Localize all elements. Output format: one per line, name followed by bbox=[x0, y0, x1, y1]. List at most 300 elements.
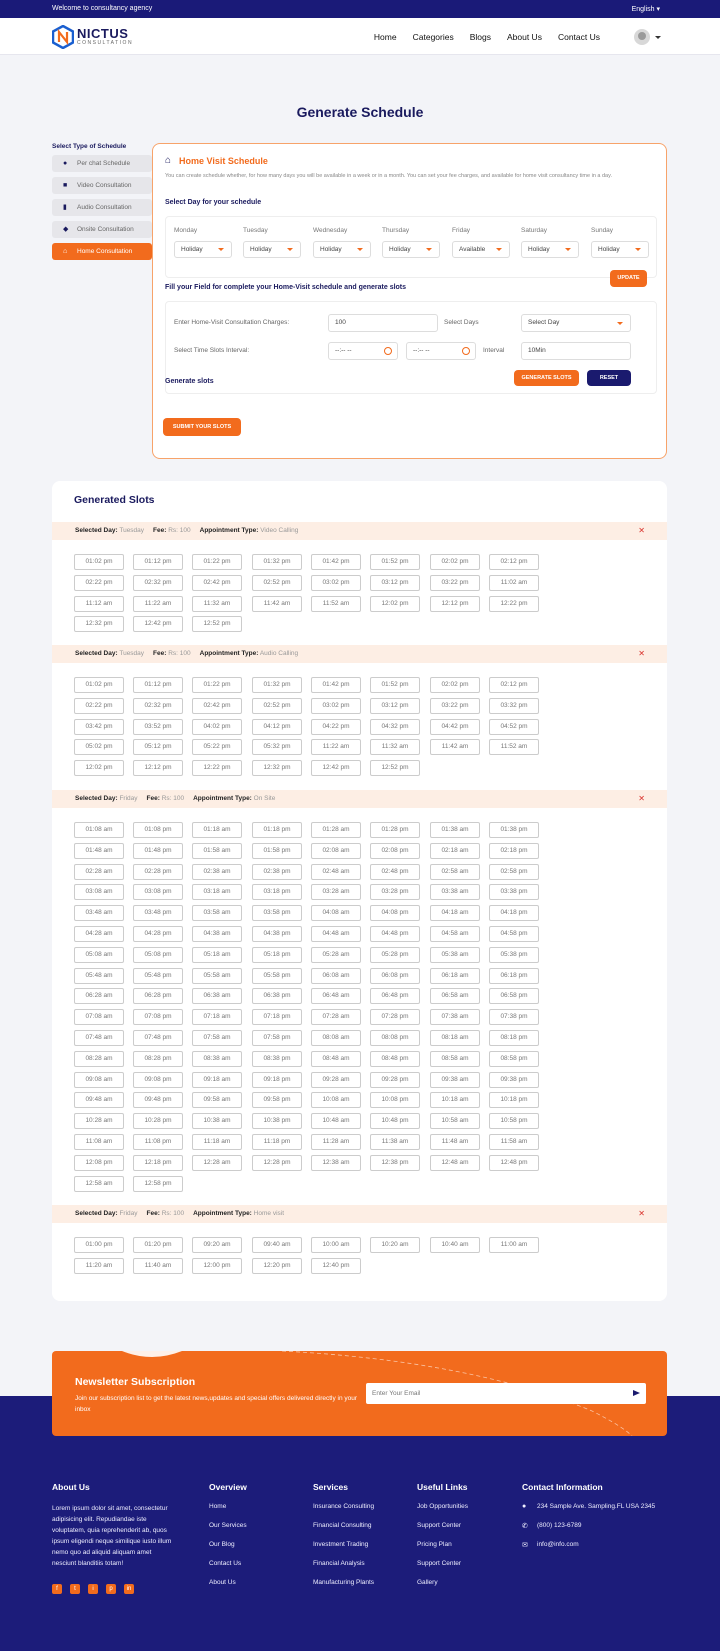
time-slot[interactable]: 11:12 am bbox=[74, 596, 124, 612]
time-slot[interactable]: 02:32 pm bbox=[133, 575, 183, 591]
time-slot[interactable]: 07:28 am bbox=[311, 1009, 361, 1025]
time-slot[interactable]: 02:52 pm bbox=[252, 698, 302, 714]
end-time-input[interactable]: --:-- -- bbox=[406, 342, 476, 360]
time-slot[interactable]: 07:08 am bbox=[74, 1009, 124, 1025]
time-slot[interactable]: 05:08 pm bbox=[133, 947, 183, 963]
language-selector[interactable]: English ▾ bbox=[631, 6, 660, 13]
time-slot[interactable]: 04:38 pm bbox=[252, 926, 302, 942]
time-slot[interactable]: 10:18 pm bbox=[489, 1092, 539, 1108]
time-slot[interactable]: 08:28 am bbox=[74, 1051, 124, 1067]
time-slot[interactable]: 04:18 am bbox=[430, 905, 480, 921]
time-slot[interactable]: 08:18 am bbox=[430, 1030, 480, 1046]
time-slot[interactable]: 11:42 am bbox=[252, 596, 302, 612]
time-slot[interactable]: 04:58 am bbox=[430, 926, 480, 942]
time-slot[interactable]: 09:48 pm bbox=[133, 1092, 183, 1108]
location-pin-icon: ● bbox=[522, 1503, 527, 1510]
time-slot[interactable]: 02:02 pm bbox=[430, 554, 480, 570]
time-slot[interactable]: 11:02 am bbox=[489, 575, 539, 591]
time-slot[interactable]: 01:52 pm bbox=[370, 554, 420, 570]
time-slot[interactable]: 08:08 pm bbox=[370, 1030, 420, 1046]
footer-link[interactable]: About Us bbox=[209, 1579, 236, 1586]
footer-link[interactable]: Manufacturing Plants bbox=[313, 1579, 375, 1586]
time-slot[interactable]: 02:38 pm bbox=[252, 864, 302, 880]
time-slot[interactable]: 05:48 am bbox=[74, 968, 124, 984]
time-slot[interactable]: 09:48 am bbox=[74, 1092, 124, 1108]
time-slot[interactable]: 01:12 pm bbox=[133, 677, 183, 693]
time-slot[interactable]: 01:38 pm bbox=[489, 822, 539, 838]
time-slot[interactable]: 03:08 am bbox=[74, 884, 124, 900]
time-slot[interactable]: 02:08 pm bbox=[370, 843, 420, 859]
time-slot[interactable]: 09:18 am bbox=[192, 1072, 242, 1088]
time-slot[interactable]: 08:18 pm bbox=[489, 1030, 539, 1046]
time-slot[interactable]: 11:38 am bbox=[370, 1134, 420, 1150]
time-slot[interactable]: 12:12 pm bbox=[133, 760, 183, 776]
charges-input[interactable]: 100 bbox=[328, 314, 438, 332]
time-slot[interactable]: 10:58 pm bbox=[489, 1113, 539, 1129]
time-slot[interactable]: 12:42 pm bbox=[133, 616, 183, 632]
time-slot[interactable]: 05:32 pm bbox=[252, 739, 302, 755]
time-slot[interactable]: 04:48 pm bbox=[370, 926, 420, 942]
time-slot[interactable]: 09:18 pm bbox=[252, 1072, 302, 1088]
time-slot[interactable]: 06:08 am bbox=[311, 968, 361, 984]
time-slot[interactable]: 05:02 pm bbox=[74, 739, 124, 755]
twitter-icon[interactable]: t bbox=[70, 1584, 80, 1594]
time-slot[interactable]: 04:12 pm bbox=[252, 719, 302, 735]
time-slot[interactable]: 05:38 pm bbox=[489, 947, 539, 963]
time-slot[interactable]: 12:02 pm bbox=[370, 596, 420, 612]
time-slot[interactable]: 01:02 pm bbox=[74, 677, 124, 693]
time-slot[interactable]: 01:08 pm bbox=[133, 822, 183, 838]
time-slot[interactable]: 06:28 am bbox=[74, 988, 124, 1004]
time-slot[interactable]: 11:18 am bbox=[192, 1134, 242, 1150]
time-slot[interactable]: 12:00 pm bbox=[192, 1258, 242, 1274]
nav-home[interactable]: Home bbox=[373, 32, 397, 42]
time-slot[interactable]: 12:38 pm bbox=[370, 1155, 420, 1171]
time-slot[interactable]: 06:48 am bbox=[311, 988, 361, 1004]
appointment-type-value: Home visit bbox=[253, 1210, 285, 1217]
time-slot[interactable]: 11:00 am bbox=[489, 1237, 539, 1253]
time-slot[interactable]: 04:08 pm bbox=[370, 905, 420, 921]
slot-settings-box bbox=[165, 301, 657, 394]
time-slot[interactable]: 03:02 pm bbox=[311, 698, 361, 714]
time-slot[interactable]: 03:02 pm bbox=[311, 575, 361, 591]
time-slot[interactable]: 01:20 pm bbox=[133, 1237, 183, 1253]
time-slot[interactable]: 12:32 pm bbox=[252, 760, 302, 776]
time-slot[interactable]: 01:08 am bbox=[74, 822, 124, 838]
time-slot[interactable]: 11:20 am bbox=[74, 1258, 124, 1274]
time-slot[interactable]: 01:00 pm bbox=[74, 1237, 124, 1253]
time-slot[interactable]: 11:42 am bbox=[430, 739, 480, 755]
fee-label: Fee: bbox=[153, 527, 167, 534]
time-slot[interactable]: 12:08 pm bbox=[74, 1155, 124, 1171]
time-slot[interactable]: 03:48 pm bbox=[133, 905, 183, 921]
footer-link[interactable]: Pricing Plan bbox=[417, 1541, 452, 1548]
close-icon[interactable]: ✕ bbox=[638, 1209, 645, 1218]
time-slot[interactable]: 01:18 am bbox=[192, 822, 242, 838]
time-slot[interactable]: 07:38 pm bbox=[489, 1009, 539, 1025]
day-status-select[interactable]: Holiday bbox=[313, 241, 371, 258]
time-slot[interactable]: 08:58 pm bbox=[489, 1051, 539, 1067]
fee-label: Fee: bbox=[146, 795, 160, 802]
time-slot[interactable]: 12:40 pm bbox=[311, 1258, 361, 1274]
time-slot[interactable]: 02:28 am bbox=[74, 864, 124, 880]
time-slot[interactable]: 01:42 pm bbox=[311, 677, 361, 693]
time-slot[interactable]: 08:38 am bbox=[192, 1051, 242, 1067]
sidebar-item-audio[interactable]: ▮ Audio Consultation bbox=[52, 199, 152, 216]
time-slot[interactable]: 04:18 pm bbox=[489, 905, 539, 921]
time-slot[interactable]: 03:08 pm bbox=[133, 884, 183, 900]
footer-link[interactable]: Insurance Consulting bbox=[313, 1503, 375, 1510]
sidebar-item-per-chat[interactable]: ● Per chat Schedule bbox=[52, 155, 152, 172]
time-slot[interactable]: 10:18 am bbox=[430, 1092, 480, 1108]
nav-categories[interactable]: Categories bbox=[412, 32, 454, 42]
time-slot[interactable]: 07:48 am bbox=[74, 1030, 124, 1046]
time-slot[interactable]: 06:28 pm bbox=[133, 988, 183, 1004]
nav-contact-us[interactable]: Contact Us bbox=[557, 32, 600, 42]
time-slot[interactable]: 09:08 am bbox=[74, 1072, 124, 1088]
time-slot[interactable]: 11:52 am bbox=[489, 739, 539, 755]
time-slot[interactable]: 12:48 pm bbox=[489, 1155, 539, 1171]
submit-slots-button[interactable]: SUBMIT YOUR SLOTS bbox=[163, 418, 241, 436]
time-slot[interactable]: 01:58 pm bbox=[252, 843, 302, 859]
time-slot[interactable]: 01:32 pm bbox=[252, 554, 302, 570]
time-slot[interactable]: 02:42 pm bbox=[192, 575, 242, 591]
time-slot[interactable]: 10:28 pm bbox=[133, 1113, 183, 1129]
time-slot[interactable]: 09:38 am bbox=[430, 1072, 480, 1088]
brand-logo[interactable] bbox=[52, 25, 133, 49]
time-slot[interactable]: 04:48 am bbox=[311, 926, 361, 942]
time-slot[interactable]: 06:18 pm bbox=[489, 968, 539, 984]
sidebar-item-onsite[interactable]: ◆ Onsite Consultation bbox=[52, 221, 152, 238]
chat-icon: ● bbox=[63, 160, 68, 167]
time-slot[interactable]: 02:22 pm bbox=[74, 575, 124, 591]
day-status-select[interactable]: Holiday bbox=[243, 241, 301, 258]
day-label: Monday bbox=[174, 227, 198, 234]
time-slot[interactable]: 04:58 pm bbox=[489, 926, 539, 942]
selected-day-value: Friday bbox=[119, 795, 138, 802]
time-slot[interactable]: 06:08 pm bbox=[370, 968, 420, 984]
time-slot[interactable]: 04:32 pm bbox=[370, 719, 420, 735]
pinterest-icon[interactable]: p bbox=[106, 1584, 116, 1594]
time-slot[interactable]: 07:28 pm bbox=[370, 1009, 420, 1025]
time-slot[interactable]: 06:58 am bbox=[430, 988, 480, 1004]
day-status-select[interactable]: Holiday bbox=[591, 241, 649, 258]
reset-button[interactable]: RESET bbox=[587, 370, 631, 386]
time-slot[interactable]: 10:38 am bbox=[192, 1113, 242, 1129]
time-slot[interactable]: 02:08 am bbox=[311, 843, 361, 859]
slot-group-header bbox=[52, 645, 667, 663]
newsletter-description: Join our subscription list to get the latest news,updates and special offers delivered directly in your inbox bbox=[75, 1395, 358, 1413]
time-slot[interactable]: 08:28 pm bbox=[133, 1051, 183, 1067]
time-slot[interactable]: 03:12 pm bbox=[370, 575, 420, 591]
time-slot[interactable]: 04:28 pm bbox=[133, 926, 183, 942]
time-slot[interactable]: 12:20 pm bbox=[252, 1258, 302, 1274]
time-slot[interactable]: 01:48 am bbox=[74, 843, 124, 859]
time-slot[interactable]: 05:08 am bbox=[74, 947, 124, 963]
time-slot[interactable]: 04:22 pm bbox=[311, 719, 361, 735]
interval-input[interactable]: 10Min bbox=[521, 342, 631, 360]
fee-label: Fee: bbox=[153, 650, 167, 657]
time-slot[interactable]: 02:02 pm bbox=[430, 677, 480, 693]
time-slot[interactable]: 02:22 pm bbox=[74, 698, 124, 714]
time-slot[interactable]: 12:22 pm bbox=[192, 760, 242, 776]
sidebar-item-home[interactable]: ⌂ Home Consultation bbox=[52, 243, 152, 260]
time-slot[interactable]: 12:32 pm bbox=[74, 616, 124, 632]
time-slot[interactable]: 01:42 pm bbox=[311, 554, 361, 570]
time-slot[interactable]: 12:02 pm bbox=[74, 760, 124, 776]
close-icon[interactable]: ✕ bbox=[638, 649, 645, 658]
time-slot[interactable]: 09:40 am bbox=[252, 1237, 302, 1253]
facebook-icon[interactable]: f bbox=[52, 1584, 62, 1594]
time-slot[interactable]: 02:58 am bbox=[430, 864, 480, 880]
time-slot[interactable]: 10:48 pm bbox=[370, 1113, 420, 1129]
time-slot[interactable]: 04:08 am bbox=[311, 905, 361, 921]
time-slot[interactable]: 03:48 am bbox=[74, 905, 124, 921]
time-slot[interactable]: 07:58 pm bbox=[252, 1030, 302, 1046]
time-slot[interactable]: 03:58 pm bbox=[252, 905, 302, 921]
time-slot[interactable]: 07:48 pm bbox=[133, 1030, 183, 1046]
footer-link[interactable]: Support Center bbox=[417, 1560, 462, 1567]
time-slot[interactable]: 09:38 pm bbox=[489, 1072, 539, 1088]
time-slot[interactable]: 12:58 am bbox=[74, 1176, 124, 1192]
main-navbar bbox=[0, 18, 720, 55]
time-slot[interactable]: 10:20 am bbox=[370, 1237, 420, 1253]
time-slot[interactable]: 10:28 am bbox=[74, 1113, 124, 1129]
nav-about-us[interactable]: About Us bbox=[506, 32, 542, 42]
generated-slots-title: Generated Slots bbox=[74, 494, 155, 506]
time-slot[interactable]: 03:42 pm bbox=[74, 719, 124, 735]
close-icon[interactable]: ✕ bbox=[638, 794, 645, 803]
time-slot[interactable]: 09:08 pm bbox=[133, 1072, 183, 1088]
chevron-down-icon[interactable] bbox=[655, 36, 661, 39]
time-slot[interactable]: 12:12 pm bbox=[430, 596, 480, 612]
time-slot[interactable]: 01:28 pm bbox=[370, 822, 420, 838]
time-slot[interactable]: 11:40 am bbox=[133, 1258, 183, 1274]
time-slot[interactable]: 01:52 pm bbox=[370, 677, 420, 693]
time-slot[interactable]: 11:28 am bbox=[311, 1134, 361, 1150]
time-slot[interactable]: 09:28 am bbox=[311, 1072, 361, 1088]
time-slot[interactable]: 02:12 pm bbox=[489, 554, 539, 570]
time-slot[interactable]: 05:22 pm bbox=[192, 739, 242, 755]
selected-day-label: Selected Day: bbox=[75, 527, 118, 534]
time-slot[interactable]: 09:58 pm bbox=[252, 1092, 302, 1108]
fee-value: Rs: 100 bbox=[168, 650, 191, 657]
footer-link[interactable]: Our Services bbox=[209, 1522, 247, 1529]
schedule-type-sidebar bbox=[52, 143, 152, 265]
footer-link[interactable]: Financial Consulting bbox=[313, 1522, 372, 1529]
time-slot[interactable]: 05:18 pm bbox=[252, 947, 302, 963]
time-slot[interactable]: 08:08 am bbox=[311, 1030, 361, 1046]
time-slot[interactable]: 01:32 pm bbox=[252, 677, 302, 693]
time-slot[interactable]: 05:58 pm bbox=[252, 968, 302, 984]
time-slot[interactable]: 11:32 am bbox=[370, 739, 420, 755]
day-status-select[interactable]: Available bbox=[452, 241, 510, 258]
time-slot[interactable]: 10:48 am bbox=[311, 1113, 361, 1129]
time-slot[interactable]: 09:58 am bbox=[192, 1092, 242, 1108]
time-slot[interactable]: 05:28 pm bbox=[370, 947, 420, 963]
time-slot[interactable]: 05:48 pm bbox=[133, 968, 183, 984]
time-slot[interactable]: 04:28 am bbox=[74, 926, 124, 942]
time-slot[interactable]: 03:12 pm bbox=[370, 698, 420, 714]
time-slot[interactable]: 05:38 am bbox=[430, 947, 480, 963]
time-slot[interactable]: 03:22 pm bbox=[430, 575, 480, 591]
time-slot[interactable]: 11:22 am bbox=[311, 739, 361, 755]
time-slot[interactable]: 12:58 pm bbox=[133, 1176, 183, 1192]
time-slot[interactable]: 09:20 am bbox=[192, 1237, 242, 1253]
instagram-icon[interactable]: i bbox=[88, 1584, 98, 1594]
time-slot[interactable]: 11:08 am bbox=[74, 1134, 124, 1150]
sidebar-heading: Select Type of Schedule bbox=[52, 143, 127, 150]
time-slot[interactable]: 01:58 am bbox=[192, 843, 242, 859]
user-avatar[interactable] bbox=[634, 29, 650, 45]
update-button[interactable]: UPDATE bbox=[610, 270, 647, 287]
time-slot[interactable]: 03:28 am bbox=[311, 884, 361, 900]
time-slot[interactable]: 02:28 pm bbox=[133, 864, 183, 880]
linkedin-icon[interactable]: in bbox=[124, 1584, 134, 1594]
footer-useful-links bbox=[417, 1482, 468, 1598]
time-slot[interactable]: 09:28 pm bbox=[370, 1072, 420, 1088]
time-slot[interactable]: 12:52 pm bbox=[370, 760, 420, 776]
time-slot[interactable]: 02:12 pm bbox=[489, 677, 539, 693]
time-slot[interactable]: 02:58 pm bbox=[489, 864, 539, 880]
onsite-icon: ◆ bbox=[63, 226, 69, 233]
time-slot[interactable]: 03:38 am bbox=[430, 884, 480, 900]
time-slot[interactable]: 02:42 pm bbox=[192, 698, 242, 714]
send-button[interactable] bbox=[626, 1383, 646, 1404]
time-slot[interactable]: 03:28 pm bbox=[370, 884, 420, 900]
time-slot[interactable]: 03:52 pm bbox=[133, 719, 183, 735]
time-slot[interactable]: 06:58 pm bbox=[489, 988, 539, 1004]
time-slot[interactable]: 06:48 pm bbox=[370, 988, 420, 1004]
time-slot[interactable]: 10:40 am bbox=[430, 1237, 480, 1253]
close-icon[interactable]: ✕ bbox=[638, 526, 645, 535]
newsletter-email-input[interactable]: Enter Your Email bbox=[366, 1383, 646, 1404]
time-slot[interactable]: 12:28 pm bbox=[252, 1155, 302, 1171]
time-slot[interactable]: 03:18 pm bbox=[252, 884, 302, 900]
time-slot[interactable]: 07:38 am bbox=[430, 1009, 480, 1025]
fee-value: Rs: 100 bbox=[161, 795, 185, 802]
time-slot[interactable]: 11:18 pm bbox=[252, 1134, 302, 1150]
time-slot[interactable]: 03:18 am bbox=[192, 884, 242, 900]
time-slot[interactable]: 11:48 am bbox=[430, 1134, 480, 1150]
time-slot[interactable]: 12:28 am bbox=[192, 1155, 242, 1171]
time-slot[interactable]: 05:12 pm bbox=[133, 739, 183, 755]
time-slot[interactable]: 08:38 pm bbox=[252, 1051, 302, 1067]
time-slot[interactable]: 02:38 am bbox=[192, 864, 242, 880]
time-slot[interactable]: 11:32 am bbox=[192, 596, 242, 612]
footer-link[interactable]: Financial Analysis bbox=[313, 1560, 365, 1567]
time-slot[interactable]: 10:38 pm bbox=[252, 1113, 302, 1129]
footer-link[interactable]: Gallery bbox=[417, 1579, 438, 1586]
time-slot[interactable]: 07:08 pm bbox=[133, 1009, 183, 1025]
time-slot[interactable]: 10:00 am bbox=[311, 1237, 361, 1253]
time-slot[interactable]: 03:58 am bbox=[192, 905, 242, 921]
footer-about-text: Lorem ipsum dolor sit amet, consectetur adipisicing elit. Repudiandae iste voluptatem, quia reprehenderit ab, quos ipsum eligendi neque similique iusto illum nemo quo ad aliquid aliquam amet nesciunt blanditiis totam! bbox=[52, 1505, 172, 1567]
time-slot[interactable]: 02:18 pm bbox=[489, 843, 539, 859]
time-slot[interactable]: 04:02 pm bbox=[192, 719, 242, 735]
phone-item[interactable]: ✆ (800) 123-6789 bbox=[522, 1522, 582, 1530]
day-status-select[interactable]: Holiday bbox=[174, 241, 232, 258]
time-slot[interactable]: 04:42 pm bbox=[430, 719, 480, 735]
time-slot[interactable]: 12:18 pm bbox=[133, 1155, 183, 1171]
footer-link[interactable]: Investment Trading bbox=[313, 1541, 369, 1548]
time-slot[interactable]: 06:18 am bbox=[430, 968, 480, 984]
time-slot[interactable]: 04:52 pm bbox=[489, 719, 539, 735]
time-slot[interactable]: 01:28 am bbox=[311, 822, 361, 838]
email-item[interactable]: ✉ info@info.com bbox=[522, 1541, 579, 1549]
time-slot[interactable]: 08:58 am bbox=[430, 1051, 480, 1067]
time-slot[interactable]: 12:52 pm bbox=[192, 616, 242, 632]
time-slot[interactable]: 11:08 pm bbox=[133, 1134, 183, 1150]
footer-overview-title: Overview bbox=[209, 1482, 247, 1492]
day-status-select[interactable]: Holiday bbox=[521, 241, 579, 258]
time-slot[interactable]: 11:58 am bbox=[489, 1134, 539, 1150]
sidebar-item-video[interactable]: ■ Video Consultation bbox=[52, 177, 152, 194]
time-slot[interactable]: 02:48 am bbox=[311, 864, 361, 880]
footer-link[interactable]: Home bbox=[209, 1503, 227, 1510]
time-slot[interactable]: 08:48 am bbox=[311, 1051, 361, 1067]
time-slot[interactable]: 01:22 pm bbox=[192, 554, 242, 570]
nav-blogs[interactable]: Blogs bbox=[469, 32, 491, 42]
time-slot[interactable]: 11:52 am bbox=[311, 596, 361, 612]
time-slot[interactable]: 10:58 am bbox=[430, 1113, 480, 1129]
time-slot[interactable]: 05:58 am bbox=[192, 968, 242, 984]
footer-link[interactable]: Support Center bbox=[417, 1522, 462, 1529]
time-slot[interactable]: 11:22 am bbox=[133, 596, 183, 612]
time-slot[interactable]: 01:48 pm bbox=[133, 843, 183, 859]
time-slot[interactable]: 06:38 pm bbox=[252, 988, 302, 1004]
time-slot[interactable]: 12:38 am bbox=[311, 1155, 361, 1171]
time-slot[interactable]: 07:58 am bbox=[192, 1030, 242, 1046]
time-slot[interactable]: 02:18 am bbox=[430, 843, 480, 859]
time-slot[interactable]: 03:32 pm bbox=[489, 698, 539, 714]
time-slot[interactable]: 02:32 pm bbox=[133, 698, 183, 714]
time-slot[interactable]: 12:42 pm bbox=[311, 760, 361, 776]
time-slot[interactable]: 10:08 am bbox=[311, 1092, 361, 1108]
time-slot[interactable]: 06:38 am bbox=[192, 988, 242, 1004]
time-slot[interactable]: 03:22 pm bbox=[430, 698, 480, 714]
footer-link[interactable]: Contact Us bbox=[209, 1560, 242, 1567]
time-slot[interactable]: 12:48 am bbox=[430, 1155, 480, 1171]
day-label: Sunday bbox=[591, 227, 614, 234]
time-slot[interactable]: 03:38 pm bbox=[489, 884, 539, 900]
slot-group-header bbox=[52, 790, 667, 808]
day-label: Friday bbox=[452, 227, 471, 234]
select-days-dropdown[interactable]: Select Day bbox=[521, 314, 631, 332]
appointment-type-label: Appointment Type: bbox=[199, 527, 259, 534]
time-slot[interactable]: 01:22 pm bbox=[192, 677, 242, 693]
time-slot[interactable]: 01:38 am bbox=[430, 822, 480, 838]
time-slot[interactable]: 01:18 pm bbox=[252, 822, 302, 838]
start-time-input[interactable]: --:-- -- bbox=[328, 342, 398, 360]
time-slot[interactable]: 04:38 am bbox=[192, 926, 242, 942]
time-slot[interactable]: 02:48 pm bbox=[370, 864, 420, 880]
time-slot[interactable]: 05:18 am bbox=[192, 947, 242, 963]
time-slot[interactable]: 07:18 pm bbox=[252, 1009, 302, 1025]
time-slot[interactable]: 01:12 pm bbox=[133, 554, 183, 570]
footer-link[interactable]: Job Opportunities bbox=[417, 1503, 468, 1510]
time-slot[interactable]: 10:08 pm bbox=[370, 1092, 420, 1108]
time-slot[interactable]: 08:48 pm bbox=[370, 1051, 420, 1067]
day-status-select[interactable]: Holiday bbox=[382, 241, 440, 258]
time-slot[interactable]: 07:18 am bbox=[192, 1009, 242, 1025]
time-slot[interactable]: 02:52 pm bbox=[252, 575, 302, 591]
footer-link[interactable]: Our Blog bbox=[209, 1541, 235, 1548]
generate-slots-button[interactable]: GENERATE SLOTS bbox=[514, 370, 579, 386]
time-slot[interactable]: 05:28 am bbox=[311, 947, 361, 963]
time-slot[interactable]: 01:02 pm bbox=[74, 554, 124, 570]
time-slot[interactable]: 12:22 pm bbox=[489, 596, 539, 612]
